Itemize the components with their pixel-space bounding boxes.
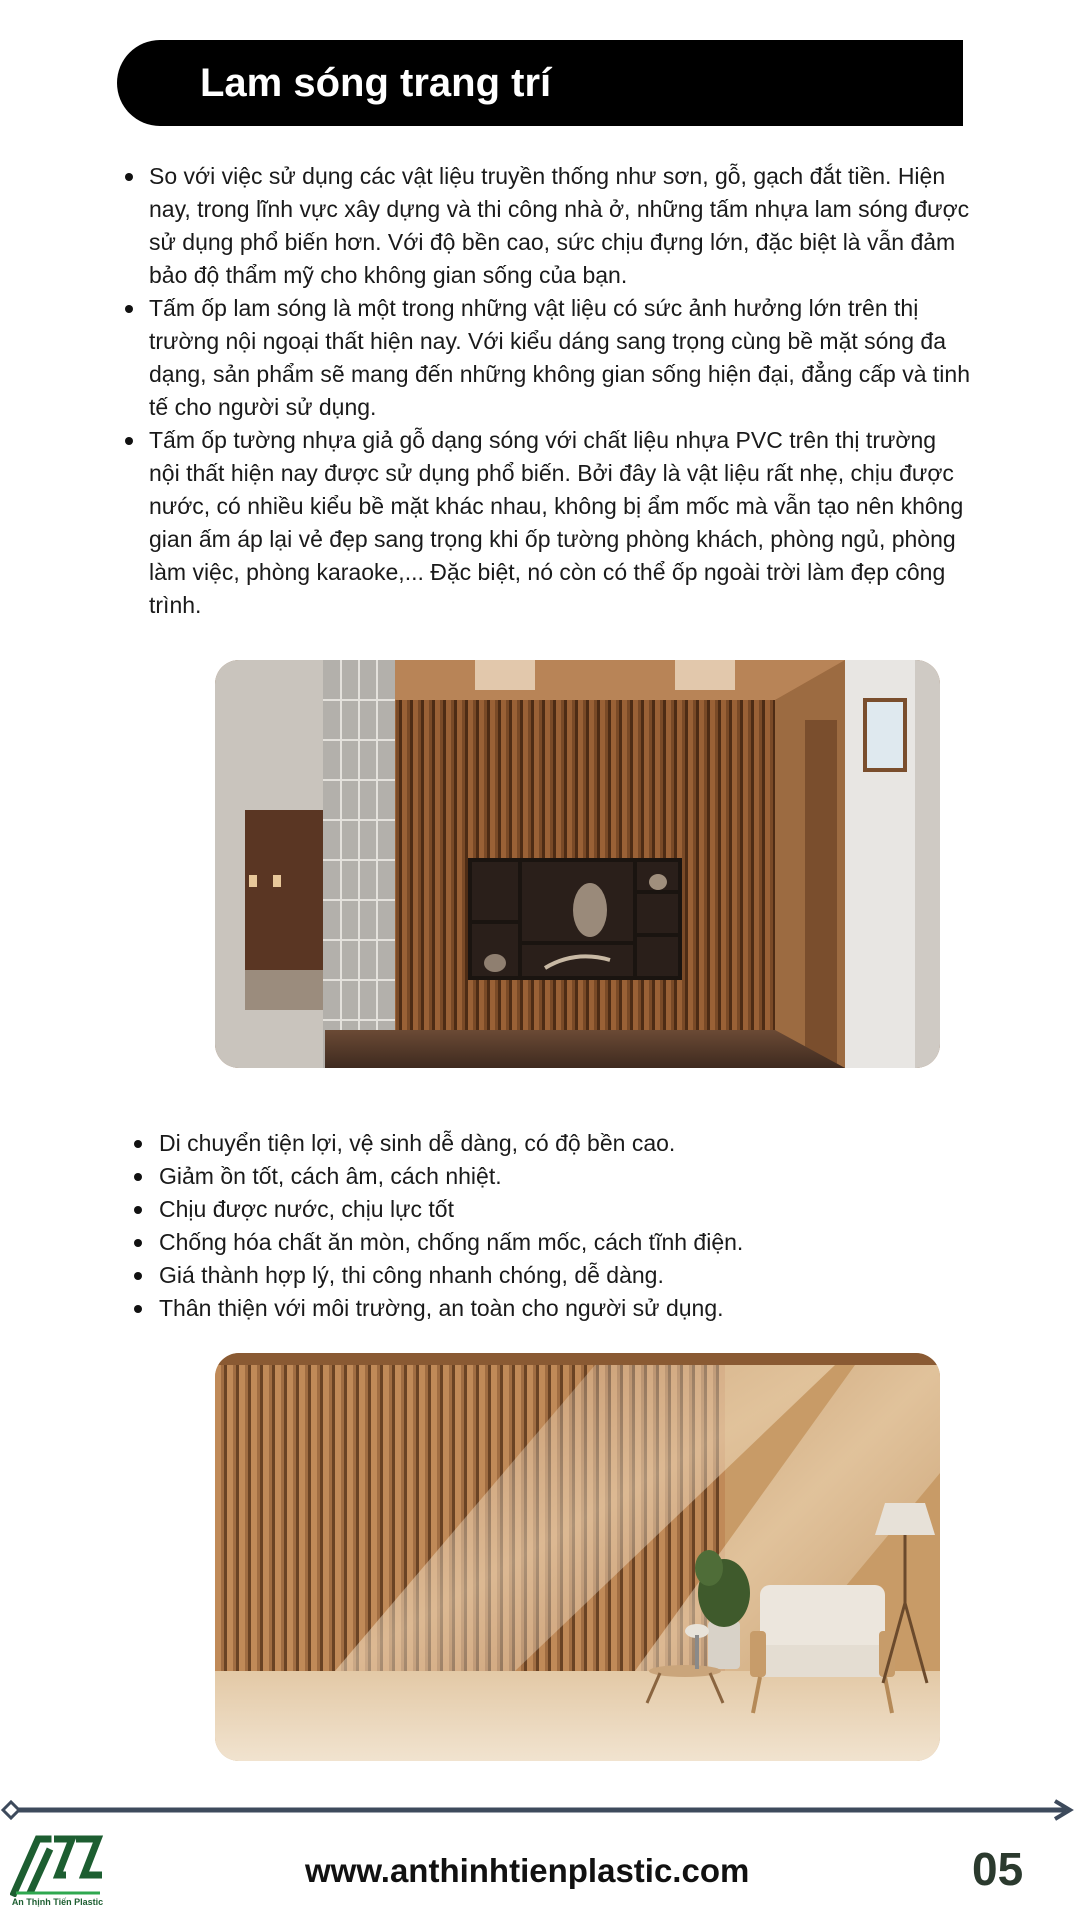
intro-item: So với việc sử dụng các vật liệu truyền thống như sơn, gỗ, gạch đắt tiền. Hiện nay, trong lĩnh vực xây dựng và thi công nhà ở, những tấm nhựa lam sóng được sử dụng phổ biến hơn. Với độ bền cao, sức chịu đựng lớn, đặc biệt là vẫn đảm bảo độ thẩm mỹ cho không gian sống của bạn. bbox=[121, 160, 971, 292]
intro-list bbox=[121, 160, 971, 622]
brand-logo bbox=[10, 1835, 105, 1911]
logo-mark-icon bbox=[10, 1835, 105, 1897]
page-number: 05 bbox=[972, 1843, 1024, 1895]
benefit-item: Chịu được nước, chịu lực tốt bbox=[130, 1193, 930, 1226]
benefit-item: Di chuyển tiện lợi, vệ sinh dễ dàng, có độ bền cao. bbox=[130, 1127, 930, 1160]
benefit-item: Giá thành hợp lý, thi công nhanh chóng, dễ dàng. bbox=[130, 1259, 930, 1292]
benefit-item: Chống hóa chất ăn mòn, chống nấm mốc, cách tĩnh điện. bbox=[130, 1226, 930, 1259]
interior-photo-slat-wall bbox=[215, 660, 940, 1068]
title-bar bbox=[117, 40, 963, 126]
living-room-photo-slat-wall bbox=[215, 1353, 940, 1761]
benefit-item: Thân thiện với môi trường, an toàn cho người sử dụng. bbox=[130, 1292, 930, 1325]
page-title: Lam sóng trang trí bbox=[200, 61, 552, 105]
intro-item: Tấm ốp lam sóng là một trong những vật liệu có sức ảnh hưởng lớn trên thị trường nội ngoại thất hiện nay. Với kiểu dáng sang trọng cùng bề mặt sóng đa dạng, sản phẩm sẽ mang đến những không gian sống hiện đại, đẳng cấp và tinh tế cho người sử dụng. bbox=[121, 292, 971, 424]
website-url[interactable]: www.anthinhtienplastic.com bbox=[305, 1852, 750, 1889]
benefit-item: Giảm ồn tốt, cách âm, cách nhiệt. bbox=[130, 1160, 930, 1193]
intro-item: Tấm ốp tường nhựa giả gỗ dạng sóng với chất liệu nhựa PVC trên thị trường nội thất hiện nay được sử dụng phổ biến. Bởi đây là vật liệu rất nhẹ, chịu được nước, có nhiều kiểu bề mặt khác nhau, không bị ẩm mốc mà vẫn tạo nên không gian ấm áp lại vẻ đẹp sang trọng khi ốp tường phòng khách, phòng ngủ, phòng làm việc, phòng karaoke,... Đặc biệt, nó còn có thể ốp ngoài trời làm đẹp công trình. bbox=[121, 424, 971, 622]
timeline-divider bbox=[0, 1795, 1080, 1825]
benefits-list bbox=[130, 1127, 930, 1325]
logo-caption: An Thịnh Tiến Plastic bbox=[11, 1897, 104, 1907]
